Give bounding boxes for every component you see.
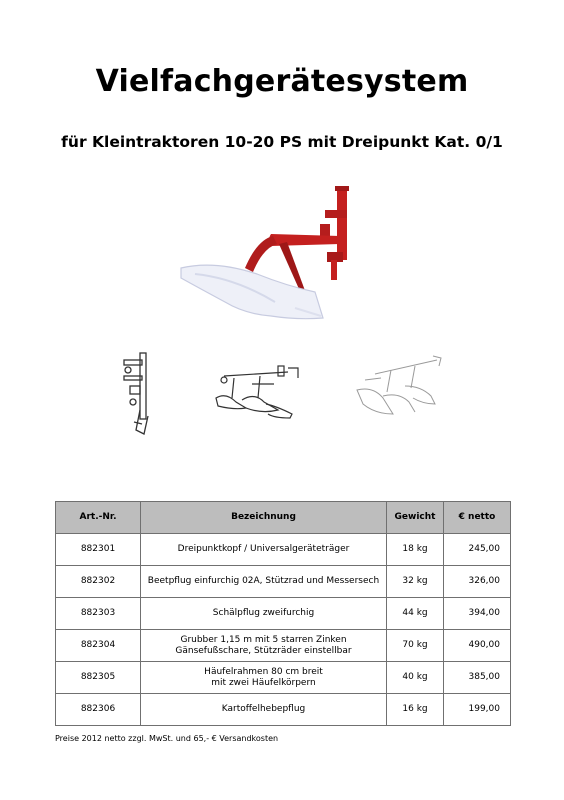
plough-main-image [175, 182, 360, 327]
cell-price: 385,00 [444, 662, 511, 694]
table-row [56, 566, 511, 598]
header-gewicht: Gewicht [387, 502, 444, 534]
description-line: Beetpflug einfurchig 02A, Stützrad und Messersech [147, 576, 380, 586]
table-row [56, 598, 511, 630]
cell-art-nr: 882305 [56, 662, 141, 694]
cell-description [141, 598, 387, 630]
description-line-2: Gänsefußschare, Stützräder einstellbar [175, 645, 352, 656]
page-title: Vielfachgerätesystem [95, 64, 469, 99]
cell-weight: 70 kg [387, 630, 444, 662]
cell-art-nr: 882302 [56, 566, 141, 598]
footnote: Preise 2012 netto zzgl. MwSt. und 65,- € Versandkosten [55, 734, 279, 743]
cell-art-nr: 882306 [56, 694, 141, 726]
description-line: Schälpflug zweifurchig [212, 608, 315, 618]
cell-price: 326,00 [444, 566, 511, 598]
header-art-nr: Art.-Nr. [56, 502, 141, 534]
cell-art-nr: 882303 [56, 598, 141, 630]
cell-description [141, 662, 387, 694]
cell-weight: 44 kg [387, 598, 444, 630]
price-table [55, 501, 511, 726]
table-row [56, 534, 511, 566]
table-row [56, 630, 511, 662]
description-line-2: mit zwei Häufelkörpern [211, 677, 316, 688]
cell-weight: 32 kg [387, 566, 444, 598]
headstock-drawing [112, 350, 162, 438]
description-line: Dreipunktkopf / Universalgeräteträger [177, 544, 350, 554]
cell-weight: 40 kg [387, 662, 444, 694]
cell-price: 199,00 [444, 694, 511, 726]
cell-price: 245,00 [444, 534, 511, 566]
cell-weight: 16 kg [387, 694, 444, 726]
cell-price: 490,00 [444, 630, 511, 662]
cell-description [141, 534, 387, 566]
cell-price: 394,00 [444, 598, 511, 630]
header-price: € netto [444, 502, 511, 534]
cell-description [141, 694, 387, 726]
cell-description [141, 566, 387, 598]
cell-weight: 18 kg [387, 534, 444, 566]
ridger-drawing [353, 352, 448, 424]
table-header-row [56, 502, 511, 534]
two-furrow-plough-drawing [212, 362, 304, 424]
header-bezeichnung: Bezeichnung [141, 502, 387, 534]
table-row [56, 694, 511, 726]
description-line: Grubber 1,15 m mit 5 starren Zinken [180, 634, 347, 645]
table-row [56, 662, 511, 694]
cell-art-nr: 882304 [56, 630, 141, 662]
description-line: Kartoffelhebepflug [221, 704, 306, 714]
cell-art-nr: 882301 [56, 534, 141, 566]
page-subtitle: für Kleintraktoren 10-20 PS mit Dreipunkt Kat. 0/1 [61, 133, 503, 151]
cell-description [141, 630, 387, 662]
description-line: Häufelrahmen 80 cm breit [204, 666, 323, 677]
